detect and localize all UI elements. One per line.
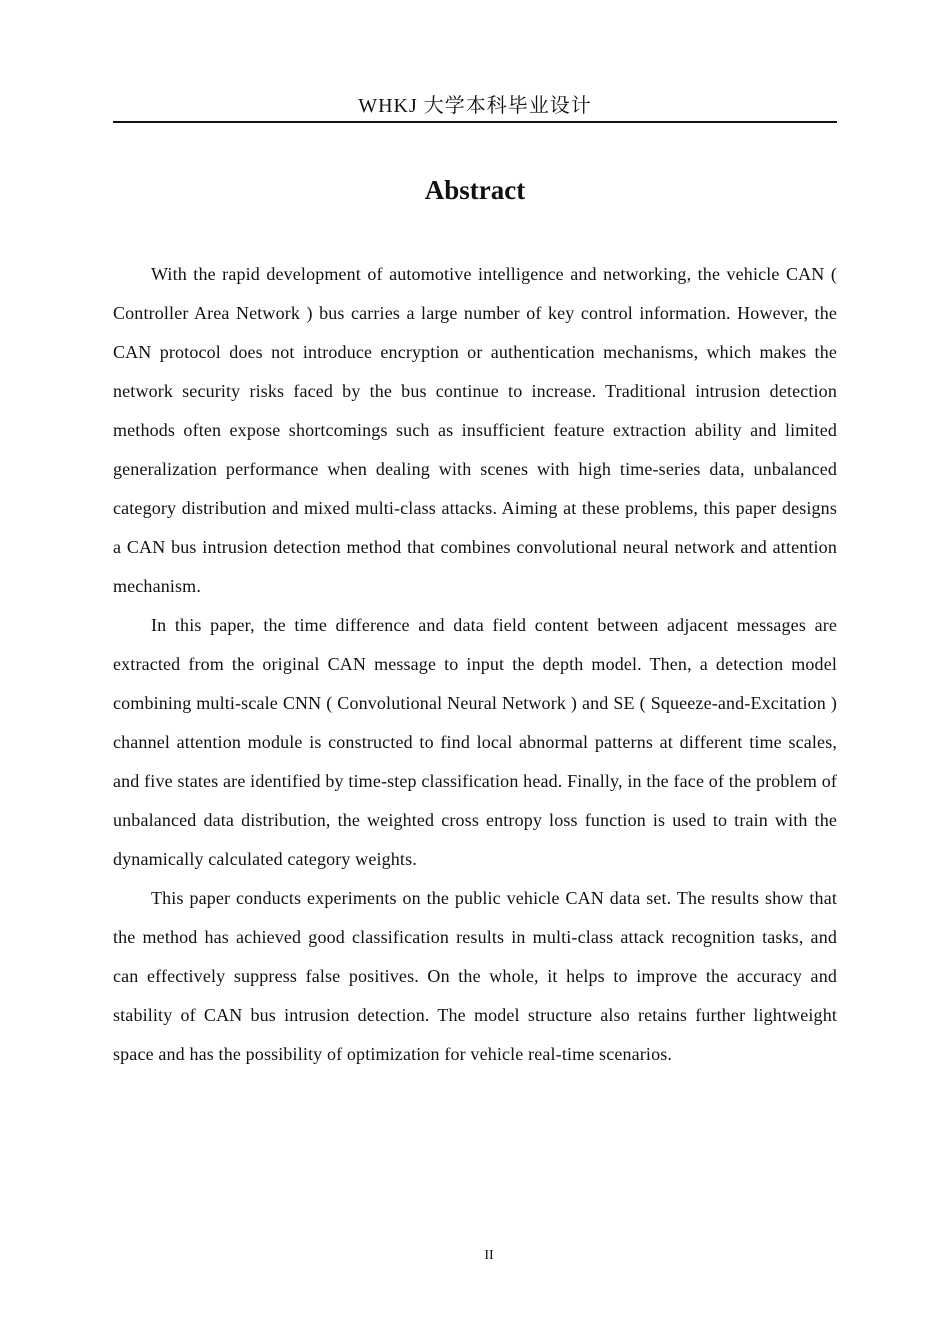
page-title: Abstract (424, 175, 526, 205)
abstract-paragraph-3: This paper conducts experiments on the public vehicle CAN data set. The results show that the method has achieved good classification results in multi-class attack recognition tasks, and can effectively suppress false positives. On the whole, it helps to improve the accuracy and stability of CAN bus intrusion detection. The model structure also retains further lightweight space and has the possibility of optimization for vehicle real-time scenarios. (113, 888, 837, 1064)
page-number: II (484, 1248, 494, 1263)
abstract-paragraph-2: In this paper, the time difference and data field content between adjacent messages are extracted from the original CAN message to input the depth model. Then, a detection model combining multi-scale CNN ( Convolutional Neural Network ) and SE ( Squeeze-and-Excitation ) channel attention module is constructed to find local abnormal patterns at different time scales, and five states are identified by time-step classification head. Finally, in the face of the problem of unbalanced data distribution, the weighted cross entropy loss function is used to train with the dynamically calculated category weights. (113, 615, 837, 869)
abstract-paragraph-1: With the rapid development of automotive intelligence and networking, the vehicle CAN ( Controller Area Network ) bus carries a large number of key control information. However, the CAN protocol does not introduce encryption or authentication mechanisms, which makes the network security risks faced by the bus continue to increase. Traditional intrusion detection methods often expose shortcomings such as insufficient feature extraction ability and limited generalization performance when dealing with scenes with high time-series data, unbalanced category distribution and mixed multi-class attacks. Aiming at these problems, this paper designs a CAN bus intrusion detection method that combines convolutional neural network and attention mechanism. (113, 264, 837, 596)
abstract-body (113, 255, 837, 1074)
running-header: WHKJ 大学本科毕业设计 (358, 95, 592, 117)
header-rule (113, 121, 837, 123)
